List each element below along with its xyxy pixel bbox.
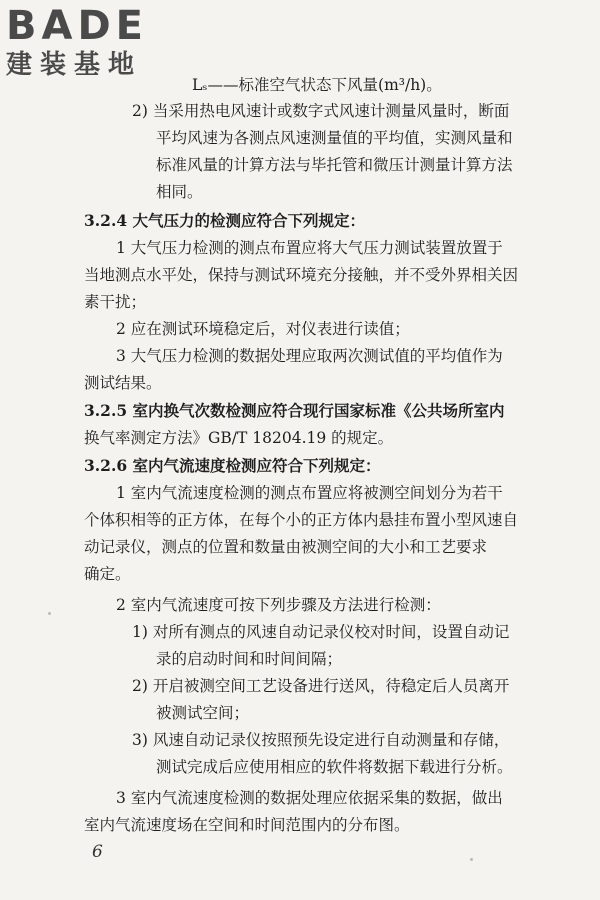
text-line: 被测试空间； — [156, 704, 250, 722]
text-line: 室内气流速度场在空间和时间范围内的分布图。 — [84, 816, 410, 834]
section-heading: 3.2.6 室内气流速度检测应符合下列规定： — [84, 456, 381, 475]
page-number: 6 — [92, 842, 103, 862]
text-line: 动记录仪，测点的位置和数量由被测空间的大小和工艺要求 — [84, 538, 488, 556]
scan-speck — [470, 858, 473, 861]
text-line: 3 室内气流速度检测的数据处理应依据采集的数据，做出 — [116, 789, 503, 807]
text-line: 2) 当采用热电风速计或数字式风速计测量风量时，断面 — [132, 102, 510, 120]
text-line: 1 大气压力检测的测点布置应将大气压力测试装置放置于 — [116, 239, 503, 257]
section-heading: 3.2.5 室内换气次数检测应符合现行国家标准《公共场所室内 — [84, 401, 505, 420]
scan-speck — [48, 612, 51, 615]
text-line: 2 应在测试环境稳定后，对仪表进行读值； — [116, 320, 410, 338]
text-line: 素干扰； — [84, 293, 147, 311]
text-line: 测试结果。 — [84, 374, 162, 392]
text-line: 当地测点水平处，保持与测试环境充分接触，并不受外界相关因 — [84, 266, 519, 284]
text-line: 1) 对所有测点的风速自动记录仪校对时间，设置自动记 — [132, 623, 510, 641]
text-line: 1 室内气流速度检测的测点布置应将被测空间划分为若干 — [116, 484, 503, 502]
logo-wordmark: BADE — [6, 4, 148, 46]
section-heading: 3.2.4 大气压力的检测应符合下列规定： — [84, 211, 366, 230]
text-line: 确定。 — [84, 565, 131, 583]
text-line: 相同。 — [156, 183, 203, 201]
text-line: 平均风速为各测点风速测量值的平均值，实测风量和 — [156, 129, 513, 147]
logo-subtitle: 建装基地 — [6, 50, 143, 80]
text-line: 3 大气压力检测的数据处理应取两次测试值的平均值作为 — [116, 347, 503, 365]
text-line: 2 室内气流速度可按下列步骤及方法进行检测： — [116, 596, 441, 614]
text-line: 3) 风速自动记录仪按照预先设定进行自动测量和存储， — [132, 731, 510, 749]
logo — [6, 4, 181, 86]
text-line: 录的启动时间和时间间隔； — [156, 650, 343, 668]
text-line: 测试完成后应使用相应的软件将数据下载进行分析。 — [156, 758, 513, 776]
variable-definition: Lₛ——标准空气状态下风量(m³/h)。 — [192, 76, 442, 94]
text-line: 换气率测定方法》GB/T 18204.19 的规定。 — [84, 429, 394, 447]
text-line: 标准风量的计算方法与毕托管和微压计测量计算方法 — [156, 156, 513, 174]
text-line: 个体积相等的正方体，在每个小的正方体内悬挂布置小型风速自 — [84, 511, 519, 529]
text-line: 2) 开启被测空间工艺设备进行送风，待稳定后人员离开 — [132, 677, 510, 695]
